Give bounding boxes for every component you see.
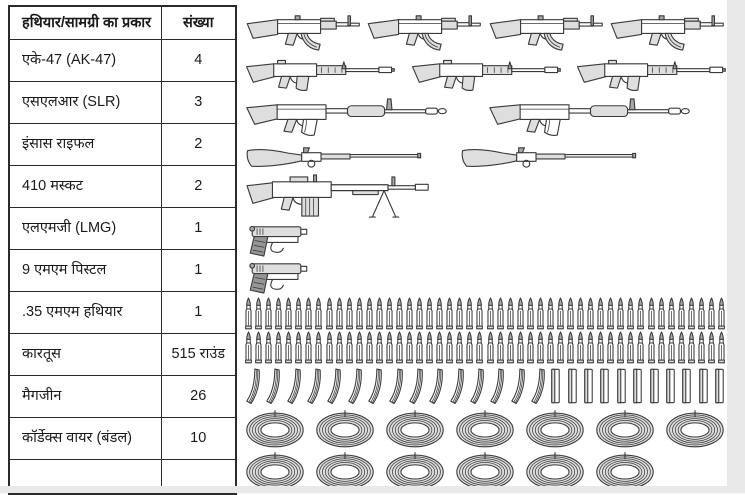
bullet-icon bbox=[304, 331, 313, 364]
bullet-icon bbox=[687, 331, 696, 364]
weapon-type-cell: 410 मस्कट bbox=[9, 166, 161, 208]
bullet-icon bbox=[264, 331, 273, 364]
bullet-icon bbox=[546, 297, 555, 330]
magazine-curved-icon bbox=[244, 367, 261, 405]
bullet-icon bbox=[626, 331, 635, 364]
bullet-icon bbox=[425, 297, 434, 330]
weapons-panel bbox=[244, 8, 726, 491]
magazine-curved-icon bbox=[407, 367, 424, 405]
magazine-curved-icon bbox=[285, 367, 302, 405]
count-cell: 2 bbox=[161, 124, 236, 166]
bullet-icon bbox=[516, 331, 525, 364]
bullet-icon bbox=[314, 297, 323, 330]
count-cell: 3 bbox=[161, 82, 236, 124]
lmg-icon bbox=[244, 173, 438, 220]
count-cell: 1 bbox=[161, 208, 236, 250]
count-cell: 26 bbox=[161, 376, 236, 418]
bullet-icon bbox=[455, 297, 464, 330]
bullet-icon bbox=[536, 331, 545, 364]
bullet-icon bbox=[556, 331, 565, 364]
magazine-curved-icon bbox=[509, 367, 526, 405]
bullet-icon bbox=[616, 297, 625, 330]
ak47-icon bbox=[365, 8, 483, 53]
bullet-icon bbox=[636, 297, 645, 330]
magazine-straight-icon bbox=[549, 367, 562, 405]
page-edge-bottom bbox=[0, 486, 745, 493]
musket-icon bbox=[244, 142, 429, 171]
magazine-curved-icon bbox=[448, 367, 465, 405]
weapon-type-cell: कॉर्डेक्स वायर (बंडल) bbox=[9, 418, 161, 460]
magazine-curved-icon bbox=[468, 367, 485, 405]
weapon-type-cell: 9 एमएम पिस्टल bbox=[9, 250, 161, 292]
bullet-icon bbox=[284, 331, 293, 364]
bullet-icon bbox=[435, 297, 444, 330]
wire-coil-icon bbox=[384, 409, 446, 449]
magazine-straight-icon bbox=[582, 367, 595, 405]
bullet-icon bbox=[455, 331, 464, 364]
bullet-icon bbox=[445, 297, 454, 330]
wire-coil-icon bbox=[314, 451, 376, 491]
bullet-icon bbox=[294, 297, 303, 330]
magazine-curved-icon bbox=[387, 367, 404, 405]
bullet-icon bbox=[717, 331, 726, 364]
cartridges-row-1 bbox=[244, 297, 726, 330]
magazine-curved-icon bbox=[366, 367, 383, 405]
bullet-icon bbox=[506, 331, 515, 364]
bullet-icon bbox=[335, 331, 344, 364]
bullet-icon bbox=[626, 297, 635, 330]
bullet-icon bbox=[566, 297, 575, 330]
wire-coil-icon bbox=[384, 451, 446, 491]
bullet-icon bbox=[304, 297, 313, 330]
magazine-curved-icon bbox=[325, 367, 342, 405]
magazine-straight-icon bbox=[648, 367, 661, 405]
bullet-icon bbox=[294, 331, 303, 364]
seizure-table bbox=[8, 5, 237, 495]
weapon-type-cell: एलएमजी (LMG) bbox=[9, 208, 161, 250]
musket-icon bbox=[459, 142, 644, 171]
bullet-icon bbox=[606, 331, 615, 364]
ak47-icon bbox=[608, 8, 726, 53]
bullet-icon bbox=[244, 331, 253, 364]
pistol-icon bbox=[247, 258, 310, 295]
bullet-icon bbox=[647, 331, 656, 364]
bullet-icon bbox=[667, 297, 676, 330]
bullet-icon bbox=[717, 297, 726, 330]
table-header-row bbox=[9, 6, 236, 40]
bullet-icon bbox=[586, 297, 595, 330]
pistol-9mm-row bbox=[247, 221, 726, 258]
bullet-icon bbox=[486, 297, 495, 330]
seizure-table-body bbox=[9, 40, 236, 495]
bullet-icon bbox=[254, 297, 263, 330]
ak47-icon bbox=[244, 8, 362, 53]
muskets-row bbox=[244, 142, 726, 171]
pistol-icon bbox=[247, 221, 310, 258]
bullet-icon bbox=[284, 297, 293, 330]
magazine-straight-icon bbox=[566, 367, 579, 405]
bullet-icon bbox=[486, 331, 495, 364]
bullet-icon bbox=[687, 297, 696, 330]
magazine-straight-icon bbox=[680, 367, 693, 405]
bullet-icon bbox=[657, 331, 666, 364]
table-row bbox=[9, 250, 236, 292]
bullet-icon bbox=[516, 297, 525, 330]
table-row bbox=[9, 166, 236, 208]
bullet-icon bbox=[707, 297, 716, 330]
cartridges-row-2 bbox=[244, 331, 726, 364]
magazine-straight-icon bbox=[664, 367, 677, 405]
bullet-icon bbox=[697, 331, 706, 364]
cordex-wire-row-2 bbox=[244, 451, 726, 491]
count-cell: 1 bbox=[161, 292, 236, 334]
bullet-icon bbox=[596, 297, 605, 330]
bullet-icon bbox=[345, 331, 354, 364]
magazine-curved-icon bbox=[488, 367, 505, 405]
bullet-icon bbox=[636, 331, 645, 364]
magazine-straight-icon bbox=[713, 367, 726, 405]
slr-icon bbox=[410, 56, 561, 93]
bullet-icon bbox=[465, 297, 474, 330]
magazine-curved-icon bbox=[529, 367, 546, 405]
bullet-icon bbox=[496, 297, 505, 330]
bullet-icon bbox=[425, 331, 434, 364]
wire-coil-icon bbox=[524, 409, 586, 449]
table-row bbox=[9, 208, 236, 250]
insas-icon bbox=[244, 95, 451, 138]
magazines-row bbox=[244, 367, 726, 405]
col-header-weapon-type: हथियार/सामग्री का प्रकार bbox=[9, 6, 161, 40]
bullet-icon bbox=[465, 331, 474, 364]
col-header-count: संख्या bbox=[161, 6, 236, 40]
bullet-icon bbox=[375, 331, 384, 364]
bullet-icon bbox=[415, 331, 424, 364]
bullet-icon bbox=[355, 331, 364, 364]
bullet-icon bbox=[677, 331, 686, 364]
bullet-icon bbox=[475, 297, 484, 330]
wire-coil-icon bbox=[314, 409, 376, 449]
wire-coil-icon bbox=[454, 451, 516, 491]
table-row bbox=[9, 292, 236, 334]
table-row bbox=[9, 376, 236, 418]
bullet-icon bbox=[415, 297, 424, 330]
weapon-type-cell: कारतूस bbox=[9, 334, 161, 376]
bullet-icon bbox=[475, 331, 484, 364]
bullet-icon bbox=[385, 297, 394, 330]
bullet-icon bbox=[345, 297, 354, 330]
weapon-type-cell: मैगजीन bbox=[9, 376, 161, 418]
bullet-icon bbox=[445, 331, 454, 364]
insas-rifles-row bbox=[244, 95, 726, 138]
lmg-row bbox=[244, 173, 726, 220]
count-cell: 2 bbox=[161, 166, 236, 208]
bullet-icon bbox=[274, 331, 283, 364]
bullet-icon bbox=[667, 331, 676, 364]
bullet-icon bbox=[314, 331, 323, 364]
bullet-icon bbox=[586, 331, 595, 364]
slr-icon bbox=[244, 56, 395, 93]
bullet-icon bbox=[405, 297, 414, 330]
count-cell: 515 राउंड bbox=[161, 334, 236, 376]
magazine-straight-icon bbox=[631, 367, 644, 405]
bullet-icon bbox=[596, 331, 605, 364]
weapon-type-cell: एसएलआर (SLR) bbox=[9, 82, 161, 124]
wire-coil-icon bbox=[244, 451, 306, 491]
wire-coil-icon bbox=[454, 409, 516, 449]
table-row bbox=[9, 334, 236, 376]
wire-coil-icon bbox=[524, 451, 586, 491]
bullet-icon bbox=[546, 331, 555, 364]
weapon-type-cell: इंसास राइफल bbox=[9, 124, 161, 166]
magazine-curved-icon bbox=[305, 367, 322, 405]
bullet-icon bbox=[365, 331, 374, 364]
insas-icon bbox=[487, 95, 694, 138]
bullet-icon bbox=[496, 331, 505, 364]
table-row bbox=[9, 418, 236, 460]
bullet-icon bbox=[254, 331, 263, 364]
magazine-curved-icon bbox=[346, 367, 363, 405]
ak47-icon bbox=[487, 8, 605, 53]
bullet-icon bbox=[556, 297, 565, 330]
count-cell: 4 bbox=[161, 40, 236, 82]
wire-coil-icon bbox=[664, 409, 726, 449]
bullet-icon bbox=[526, 297, 535, 330]
bullet-icon bbox=[395, 331, 404, 364]
weapon-type-cell: .35 एमएम हथियार bbox=[9, 292, 161, 334]
bullet-icon bbox=[657, 297, 666, 330]
magazine-straight-icon bbox=[697, 367, 710, 405]
bullet-icon bbox=[244, 297, 253, 330]
magazine-straight-icon bbox=[598, 367, 611, 405]
weapon-type-cell: एके-47 (AK-47) bbox=[9, 40, 161, 82]
ak47-rifles-row bbox=[244, 8, 726, 53]
bullet-icon bbox=[375, 297, 384, 330]
bullet-icon bbox=[506, 297, 515, 330]
bullet-icon bbox=[365, 297, 374, 330]
bullet-icon bbox=[325, 331, 334, 364]
bullet-icon bbox=[274, 297, 283, 330]
table-row bbox=[9, 40, 236, 82]
bullet-icon bbox=[707, 331, 716, 364]
bullet-icon bbox=[405, 331, 414, 364]
table-row bbox=[9, 124, 236, 166]
page-edge-right bbox=[727, 0, 745, 493]
bullet-icon bbox=[385, 331, 394, 364]
bullet-icon bbox=[395, 297, 404, 330]
pistol-35mm-row bbox=[247, 258, 726, 295]
slr-rifles-row bbox=[244, 56, 726, 93]
magazine-curved-icon bbox=[427, 367, 444, 405]
bullet-icon bbox=[536, 297, 545, 330]
bullet-icon bbox=[606, 297, 615, 330]
bullet-icon bbox=[616, 331, 625, 364]
bullet-icon bbox=[697, 297, 706, 330]
magazine-straight-icon bbox=[615, 367, 628, 405]
bullet-icon bbox=[526, 331, 535, 364]
bullet-icon bbox=[435, 331, 444, 364]
bullet-icon bbox=[355, 297, 364, 330]
slr-icon bbox=[575, 56, 726, 93]
bullet-icon bbox=[325, 297, 334, 330]
count-cell: 1 bbox=[161, 250, 236, 292]
bullet-icon bbox=[566, 331, 575, 364]
bullet-icon bbox=[576, 331, 585, 364]
bullet-icon bbox=[264, 297, 273, 330]
bullet-icon bbox=[576, 297, 585, 330]
count-cell: 10 bbox=[161, 418, 236, 460]
bullet-icon bbox=[647, 297, 656, 330]
wire-coil-icon bbox=[594, 409, 656, 449]
cordex-wire-row-1 bbox=[244, 409, 726, 449]
magazine-curved-icon bbox=[264, 367, 281, 405]
wire-coil-icon bbox=[594, 451, 656, 491]
wire-coil-icon bbox=[244, 409, 306, 449]
bullet-icon bbox=[677, 297, 686, 330]
table-row bbox=[9, 82, 236, 124]
bullet-icon bbox=[335, 297, 344, 330]
